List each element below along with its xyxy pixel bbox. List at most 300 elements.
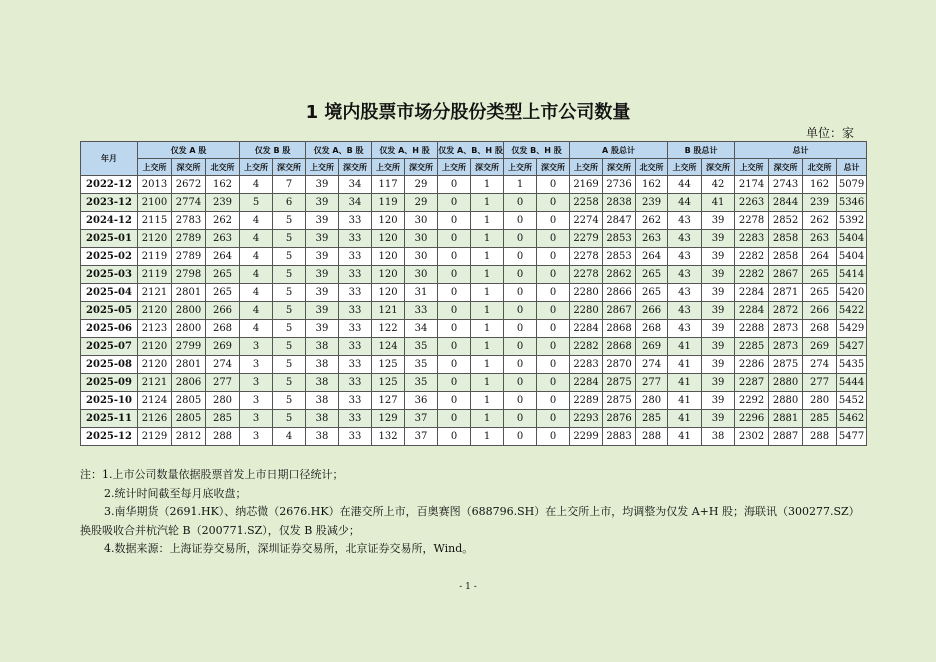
row-year-month: 2025-03 [81, 266, 138, 284]
table-cell: 43 [668, 320, 702, 338]
table-cell: 0 [504, 428, 537, 446]
subheader-sse: 上交所 [138, 159, 172, 176]
table-cell: 277 [206, 374, 240, 392]
table-cell: 3 [240, 338, 273, 356]
table-cell: 280 [803, 392, 837, 410]
table-cell: 2774 [172, 194, 206, 212]
subheader-sse: 上交所 [240, 159, 273, 176]
table-cell: 2789 [172, 230, 206, 248]
table-cell: 2805 [172, 410, 206, 428]
table-cell: 2121 [138, 374, 172, 392]
table-cell: 120 [372, 212, 405, 230]
table-cell: 2853 [603, 248, 636, 266]
table-cell: 288 [206, 428, 240, 446]
table-cell: 2876 [603, 410, 636, 428]
note-3-continued: 换股吸收合并杭汽轮 B（200771.SZ），仅发 B 股减少； [80, 523, 360, 537]
table-cell: 5346 [837, 194, 867, 212]
table-cell: 0 [537, 338, 570, 356]
table-cell: 5 [273, 302, 306, 320]
table-cell: 2789 [172, 248, 206, 266]
table-cell: 1 [504, 176, 537, 194]
table-cell: 35 [405, 374, 438, 392]
table-cell: 120 [372, 284, 405, 302]
table-cell: 2800 [172, 302, 206, 320]
table-cell: 30 [405, 266, 438, 284]
table-cell: 4 [240, 176, 273, 194]
table-cell: 2282 [570, 338, 603, 356]
table-cell: 239 [206, 194, 240, 212]
table-cell: 39 [702, 230, 735, 248]
table-cell: 0 [504, 284, 537, 302]
table-row [81, 320, 867, 338]
table-cell: 33 [339, 356, 372, 374]
table-cell: 0 [504, 266, 537, 284]
table-cell: 2280 [570, 302, 603, 320]
table-cell: 4 [240, 302, 273, 320]
table-cell: 0 [438, 266, 471, 284]
table-cell: 2284 [570, 374, 603, 392]
table-cell: 288 [803, 428, 837, 446]
table-cell: 266 [206, 302, 240, 320]
table-cell: 239 [803, 194, 837, 212]
table-row [81, 194, 867, 212]
table-cell: 269 [206, 338, 240, 356]
subheader-total: 总计 [837, 159, 867, 176]
note-1: 注：1.上市公司数量依据股票首发上市日期口径统计； [80, 468, 344, 481]
row-year-month: 2025-02 [81, 248, 138, 266]
table-cell: 2871 [769, 284, 803, 302]
table-cell: 2873 [769, 338, 803, 356]
table-cell: 34 [405, 320, 438, 338]
table-cell: 2293 [570, 410, 603, 428]
table-cell: 33 [405, 302, 438, 320]
table-cell: 39 [306, 284, 339, 302]
header-grand-total: 总计 [735, 142, 867, 159]
table-cell: 0 [537, 428, 570, 446]
table-cell: 0 [504, 212, 537, 230]
table-cell: 288 [636, 428, 668, 446]
table-cell: 1 [471, 338, 504, 356]
table-cell: 2289 [570, 392, 603, 410]
row-year-month: 2023-12 [81, 194, 138, 212]
table-cell: 0 [504, 356, 537, 374]
subheader-bse: 北交所 [803, 159, 837, 176]
table-cell: 5404 [837, 230, 867, 248]
table-cell: 2873 [769, 320, 803, 338]
row-year-month: 2025-04 [81, 284, 138, 302]
table-cell: 2858 [769, 230, 803, 248]
table-cell: 33 [339, 374, 372, 392]
table-cell: 162 [206, 176, 240, 194]
table-cell: 39 [306, 320, 339, 338]
table-cell: 43 [668, 230, 702, 248]
table-cell: 33 [339, 392, 372, 410]
row-year-month: 2025-10 [81, 392, 138, 410]
table-cell: 4 [240, 284, 273, 302]
table-cell: 285 [206, 410, 240, 428]
table-cell: 0 [504, 302, 537, 320]
table-cell: 2279 [570, 230, 603, 248]
table-cell: 39 [306, 266, 339, 284]
table-cell: 2263 [735, 194, 769, 212]
table-cell: 43 [668, 284, 702, 302]
subheader-szse: 深交所 [603, 159, 636, 176]
table-cell: 119 [372, 194, 405, 212]
table-cell: 5 [273, 374, 306, 392]
table-cell: 120 [372, 248, 405, 266]
table-cell: 2736 [603, 176, 636, 194]
table-cell: 43 [668, 266, 702, 284]
table-cell: 268 [636, 320, 668, 338]
table-cell: 117 [372, 176, 405, 194]
table-cell: 2126 [138, 410, 172, 428]
table-cell: 1 [471, 248, 504, 266]
table-cell: 2801 [172, 356, 206, 374]
table-cell: 5 [273, 338, 306, 356]
page-number: - 1 - [459, 582, 477, 592]
table-cell: 41 [668, 374, 702, 392]
table-cell: 0 [438, 176, 471, 194]
table-cell: 31 [405, 284, 438, 302]
table-cell: 30 [405, 248, 438, 266]
table-cell: 2285 [735, 338, 769, 356]
table-cell: 2119 [138, 266, 172, 284]
table-cell: 0 [438, 392, 471, 410]
table-cell: 2120 [138, 302, 172, 320]
table-cell: 124 [372, 338, 405, 356]
table-cell: 2880 [769, 392, 803, 410]
table-cell: 132 [372, 428, 405, 446]
subheader-sse: 上交所 [735, 159, 769, 176]
table-cell: 5 [273, 266, 306, 284]
subheader-bse: 北交所 [206, 159, 240, 176]
table-cell: 38 [306, 356, 339, 374]
table-cell: 0 [438, 428, 471, 446]
subheader-szse: 深交所 [769, 159, 803, 176]
table-cell: 5404 [837, 248, 867, 266]
table-cell: 0 [438, 248, 471, 266]
table-cell: 39 [306, 212, 339, 230]
table-cell: 2284 [570, 320, 603, 338]
table-cell: 2881 [769, 410, 803, 428]
table-cell: 1 [471, 374, 504, 392]
table-cell: 1 [471, 392, 504, 410]
table-cell: 44 [668, 194, 702, 212]
table-cell: 35 [405, 338, 438, 356]
table-row [81, 392, 867, 410]
table-cell: 277 [636, 374, 668, 392]
table-cell: 277 [803, 374, 837, 392]
table-cell: 0 [537, 356, 570, 374]
table-cell: 37 [405, 410, 438, 428]
row-year-month: 2025-11 [81, 410, 138, 428]
table-cell: 33 [339, 230, 372, 248]
table-cell: 0 [438, 374, 471, 392]
table-cell: 2120 [138, 230, 172, 248]
table-cell: 2282 [735, 266, 769, 284]
table-cell: 5462 [837, 410, 867, 428]
table-cell: 1 [471, 284, 504, 302]
table-cell: 4 [240, 212, 273, 230]
header-a-b: 仅发 A、B 股 [306, 142, 372, 159]
table-cell: 33 [339, 428, 372, 446]
table-cell: 2847 [603, 212, 636, 230]
table-cell: 5 [273, 212, 306, 230]
table-cell: 265 [636, 284, 668, 302]
table-cell: 5444 [837, 374, 867, 392]
table-cell: 2278 [570, 248, 603, 266]
table-cell: 39 [702, 248, 735, 266]
table-cell: 263 [803, 230, 837, 248]
header-b-h: 仅发 B、H 股 [504, 142, 570, 159]
header-a-h: 仅发 A、H 股 [372, 142, 438, 159]
table-cell: 2801 [172, 284, 206, 302]
table-cell: 41 [668, 356, 702, 374]
table-cell: 0 [504, 338, 537, 356]
table-cell: 39 [702, 284, 735, 302]
table-cell: 264 [636, 248, 668, 266]
table-cell: 2875 [769, 356, 803, 374]
table-cell: 2872 [769, 302, 803, 320]
row-year-month: 2025-06 [81, 320, 138, 338]
note-2: 2.统计时间截至每月底收盘； [104, 486, 247, 500]
table-cell: 44 [668, 176, 702, 194]
table-row [81, 230, 867, 248]
table-cell: 39 [306, 302, 339, 320]
table-cell: 264 [803, 248, 837, 266]
table-cell: 1 [471, 212, 504, 230]
table-cell: 121 [372, 302, 405, 320]
table-cell: 0 [537, 302, 570, 320]
header-a-total: A 股总计 [570, 142, 668, 159]
table-cell: 2812 [172, 428, 206, 446]
table-cell: 2288 [735, 320, 769, 338]
table-cell: 122 [372, 320, 405, 338]
table-cell: 2880 [769, 374, 803, 392]
table-cell: 39 [702, 266, 735, 284]
table-cell: 274 [206, 356, 240, 374]
table-cell: 2013 [138, 176, 172, 194]
table-cell: 29 [405, 176, 438, 194]
table-cell: 5 [273, 356, 306, 374]
table-row [81, 266, 867, 284]
header-b-total: B 股总计 [668, 142, 735, 159]
table-cell: 0 [537, 266, 570, 284]
subheader-szse: 深交所 [405, 159, 438, 176]
table-cell: 2805 [172, 392, 206, 410]
table-cell: 265 [636, 266, 668, 284]
table-cell: 0 [504, 374, 537, 392]
table-cell: 2883 [603, 428, 636, 446]
table-cell: 1 [471, 194, 504, 212]
table-cell: 2799 [172, 338, 206, 356]
header-b-only: 仅发 B 股 [240, 142, 306, 159]
table-cell: 2258 [570, 194, 603, 212]
table-cell: 39 [702, 338, 735, 356]
table-cell: 33 [339, 284, 372, 302]
table-cell: 127 [372, 392, 405, 410]
row-year-month: 2022-12 [81, 176, 138, 194]
table-cell: 2282 [735, 248, 769, 266]
table-row [81, 428, 867, 446]
table-cell: 4 [240, 320, 273, 338]
row-year-month: 2024-12 [81, 212, 138, 230]
table-cell: 5 [273, 248, 306, 266]
table-cell: 1 [471, 176, 504, 194]
table-cell: 0 [504, 392, 537, 410]
table-cell: 0 [438, 284, 471, 302]
table-cell: 2169 [570, 176, 603, 194]
table-cell: 41 [668, 410, 702, 428]
note-4: 4.数据来源：上海证券交易所，深圳证券交易所，北京证券交易所，Wind。 [104, 542, 474, 555]
table-cell: 0 [438, 230, 471, 248]
table-cell: 39 [702, 302, 735, 320]
table-cell: 38 [306, 338, 339, 356]
table-cell: 41 [668, 338, 702, 356]
table-cell: 263 [206, 230, 240, 248]
table-cell: 268 [206, 320, 240, 338]
table-cell: 38 [702, 428, 735, 446]
table-cell: 5 [273, 320, 306, 338]
subheader-szse: 深交所 [702, 159, 735, 176]
table-cell: 2284 [735, 284, 769, 302]
table-cell: 0 [438, 194, 471, 212]
table-cell: 0 [537, 194, 570, 212]
table-cell: 2292 [735, 392, 769, 410]
table-cell: 0 [438, 338, 471, 356]
table-cell: 269 [636, 338, 668, 356]
table-cell: 162 [636, 176, 668, 194]
table-cell: 2287 [735, 374, 769, 392]
table-cell: 33 [339, 338, 372, 356]
table-cell: 285 [636, 410, 668, 428]
table-cell: 2783 [172, 212, 206, 230]
table-cell: 3 [240, 374, 273, 392]
table-cell: 3 [240, 410, 273, 428]
table-cell: 5420 [837, 284, 867, 302]
table-cell: 1 [471, 302, 504, 320]
table-cell: 2280 [570, 284, 603, 302]
table-cell: 36 [405, 392, 438, 410]
table-cell: 2867 [769, 266, 803, 284]
table-cell: 2121 [138, 284, 172, 302]
table-row [81, 338, 867, 356]
table-cell: 2129 [138, 428, 172, 446]
table-cell: 5 [240, 194, 273, 212]
table-cell: 0 [537, 212, 570, 230]
table-cell: 5477 [837, 428, 867, 446]
subheader-szse: 深交所 [273, 159, 306, 176]
row-year-month: 2025-05 [81, 302, 138, 320]
table-cell: 2119 [138, 248, 172, 266]
table-cell: 0 [537, 392, 570, 410]
table-cell: 266 [803, 302, 837, 320]
page-title: 1 境内股票市场分股份类型上市公司数量 [305, 102, 631, 123]
table-cell: 2868 [603, 320, 636, 338]
table-row [81, 374, 867, 392]
table-cell: 266 [636, 302, 668, 320]
table-cell: 274 [636, 356, 668, 374]
table-cell: 3 [240, 392, 273, 410]
subheader-szse: 深交所 [172, 159, 206, 176]
table-cell: 1 [471, 356, 504, 374]
table-cell: 39 [702, 212, 735, 230]
table-cell: 0 [438, 212, 471, 230]
subheader-sse: 上交所 [306, 159, 339, 176]
table-cell: 39 [306, 230, 339, 248]
table-cell: 39 [306, 176, 339, 194]
table-cell: 2875 [603, 374, 636, 392]
table-cell: 30 [405, 230, 438, 248]
table-cell: 1 [471, 428, 504, 446]
table-cell: 2286 [735, 356, 769, 374]
table-cell: 0 [537, 176, 570, 194]
subheader-sse: 上交所 [372, 159, 405, 176]
subheader-bse: 北交所 [636, 159, 668, 176]
table-cell: 5 [273, 410, 306, 428]
table-cell: 162 [803, 176, 837, 194]
subheader-sse: 上交所 [438, 159, 471, 176]
subheader-sse: 上交所 [504, 159, 537, 176]
table-cell: 39 [306, 248, 339, 266]
table-cell: 2174 [735, 176, 769, 194]
table-cell: 39 [702, 356, 735, 374]
table-cell: 125 [372, 356, 405, 374]
table-cell: 41 [668, 428, 702, 446]
table-cell: 129 [372, 410, 405, 428]
table-cell: 262 [803, 212, 837, 230]
table-cell: 263 [636, 230, 668, 248]
table-cell: 4 [240, 266, 273, 284]
table-cell: 41 [668, 392, 702, 410]
table-cell: 2875 [603, 392, 636, 410]
row-year-month: 2025-07 [81, 338, 138, 356]
table-cell: 2278 [570, 266, 603, 284]
table-cell: 5 [273, 392, 306, 410]
table-cell: 0 [537, 320, 570, 338]
header-a-b-h: 仅发 A、B、H 股 [438, 142, 504, 159]
table-cell: 30 [405, 212, 438, 230]
table-row [81, 176, 867, 194]
header-a-only: 仅发 A 股 [138, 142, 240, 159]
subheader-sse: 上交所 [668, 159, 702, 176]
table-cell: 262 [206, 212, 240, 230]
row-year-month: 2025-09 [81, 374, 138, 392]
table-cell: 2887 [769, 428, 803, 446]
table-cell: 42 [702, 176, 735, 194]
table-cell: 6 [273, 194, 306, 212]
table-cell: 38 [306, 428, 339, 446]
header-year-month: 年月 [81, 142, 138, 176]
table-cell: 35 [405, 356, 438, 374]
table-cell: 120 [372, 266, 405, 284]
table-cell: 7 [273, 176, 306, 194]
table-cell: 38 [306, 410, 339, 428]
table-cell: 0 [537, 230, 570, 248]
table-cell: 2120 [138, 356, 172, 374]
table-cell: 2844 [769, 194, 803, 212]
table-cell: 33 [339, 248, 372, 266]
table-cell: 39 [702, 374, 735, 392]
table-cell: 1 [471, 230, 504, 248]
table-cell: 2100 [138, 194, 172, 212]
table-cell: 5 [273, 284, 306, 302]
table-cell: 285 [803, 410, 837, 428]
table-cell: 2296 [735, 410, 769, 428]
table-cell: 1 [471, 410, 504, 428]
table-cell: 33 [339, 302, 372, 320]
table-cell: 0 [438, 320, 471, 338]
